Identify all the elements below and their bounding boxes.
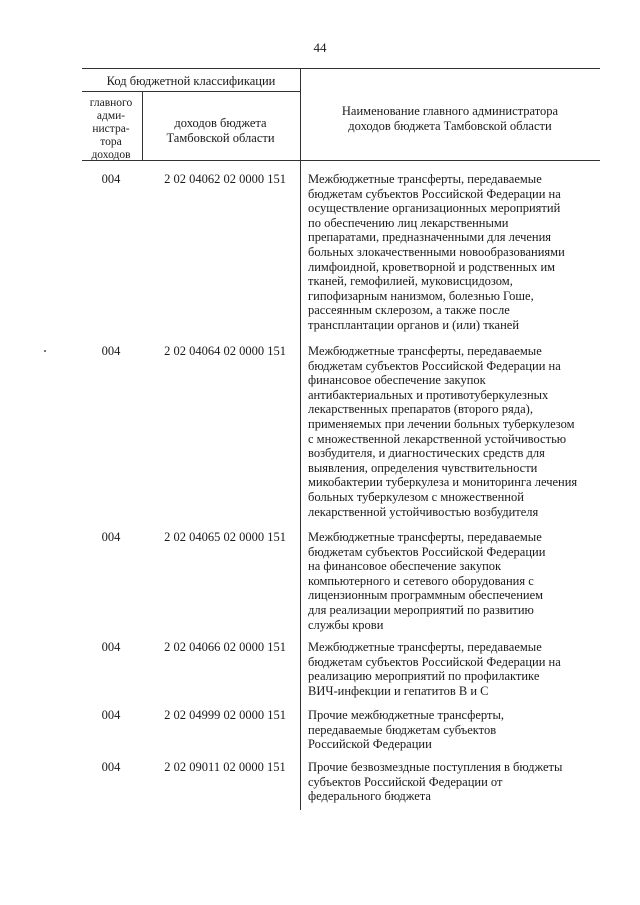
header-budget-classification-code: Код бюджетной классификации: [106, 74, 276, 88]
income-code-cell: 2 02 09011 02 0000 151: [164, 760, 286, 774]
name-line: по обеспечению лиц лекарственными: [308, 215, 509, 230]
income-code-cell: 2 02 04066 02 0000 151: [164, 640, 286, 654]
name-line: реализацию мероприятий по профилактике: [308, 669, 540, 684]
name-line: препаратами, предназначенными для лечения: [308, 230, 552, 245]
name-line: бюджетам субъектов Российской Федерации на: [308, 654, 561, 669]
admin-code-cell: 004: [101, 640, 121, 654]
name-line: Межбюджетные трансферты, передаваемые: [308, 344, 542, 358]
name-cell: [308, 344, 608, 519]
name-line: ВИЧ-инфекции и гепатитов В и С: [308, 683, 489, 698]
header-main-administrator: главного адми- нистра- тора доходов: [89, 97, 133, 161]
table-top-border: [82, 68, 600, 69]
name-line: больных злокачественными новообразованиями: [308, 244, 565, 259]
name-line: Прочие безвозмездные поступления в бюджеты: [308, 760, 563, 774]
name-line: Прочие межбюджетные трансферты,: [308, 708, 504, 722]
name-line: Межбюджетные трансферты, передаваемые: [308, 640, 542, 654]
name-line: осуществление организационных мероприятий: [308, 201, 561, 216]
name-line: трансплантации органов и (или) тканей: [308, 317, 520, 332]
name-line: компьютерного и сетевого оборудования с: [308, 573, 534, 588]
admin-code-cell: 004: [101, 172, 121, 186]
header-administrator-name: Наименование главного администратора доходов бюджета Тамбовской области: [341, 104, 559, 133]
name-line: бюджетам субъектов Российской Федерации на: [308, 358, 561, 373]
name-line: с множественной лекарственной устойчивостью: [308, 431, 567, 446]
name-line: выявления, определения чувствительности: [308, 460, 538, 475]
name-line: лицензионным программным обеспечением: [308, 588, 544, 603]
name-line: лимфоидной, кроветворной и родственных им: [308, 259, 556, 274]
name-line: применяемых при лечении больных туберкулезом: [308, 416, 575, 431]
name-line: бюджетам субъектов Российской Федерации на: [308, 186, 561, 201]
income-code-cell: 2 02 04065 02 0000 151: [164, 530, 286, 544]
name-line: микобактерии туберкулеза и мониторинга лечения: [308, 475, 578, 490]
name-cell: [308, 530, 608, 632]
name-line: гипофизарным нанизмом, болезнью Гоше,: [308, 288, 534, 303]
name-line: больных туберкулезом с множественной: [308, 489, 524, 504]
name-line: возбудителя, и диагностических средств для: [308, 446, 545, 461]
name-line: федерального бюджета: [308, 789, 431, 804]
name-line: для реализации мероприятий по развитию: [308, 602, 534, 617]
name-line: тканей, гемофилией, муковисцидозом,: [308, 274, 513, 289]
name-cell: [308, 708, 608, 752]
group-header-border: [82, 91, 300, 92]
name-line: финансовое обеспечение закупок: [308, 373, 486, 388]
name-line: антибактериальных и противотуберкулезных: [308, 387, 549, 402]
name-line: передаваемые бюджетам субъектов: [308, 722, 497, 737]
name-line: Межбюджетные трансферты, передаваемые: [308, 172, 542, 186]
income-code-cell: 2 02 04999 02 0000 151: [164, 708, 286, 722]
page-number: 44: [313, 40, 327, 55]
name-line: субъектов Российской Федерации от: [308, 774, 503, 789]
name-cell: [308, 640, 608, 698]
admin-code-cell: 004: [101, 344, 121, 358]
admin-code-cell: 004: [101, 708, 121, 722]
scan-speck: [44, 350, 46, 352]
name-cell: [308, 760, 608, 804]
name-line: бюджетам субъектов Российской Федерации: [308, 544, 546, 559]
name-line: на финансовое обеспечение закупок: [308, 559, 502, 574]
name-line: Российской Федерации: [308, 737, 432, 752]
name-line: службы крови: [308, 617, 384, 632]
admin-code-cell: 004: [101, 530, 121, 544]
income-code-cell: 2 02 04064 02 0000 151: [164, 344, 286, 358]
name-cell: [308, 172, 608, 333]
income-code-cell: 2 02 04062 02 0000 151: [164, 172, 286, 186]
name-line: лекарственной устойчивостью возбудителя: [308, 504, 539, 519]
header-regional-budget-income: доходов бюджета Тамбовской области: [166, 116, 275, 145]
name-line: Межбюджетные трансферты, передаваемые: [308, 530, 542, 544]
name-line: лекарственных препаратов (второго ряда),: [308, 402, 533, 417]
header-bottom-border: [82, 160, 600, 161]
admin-code-cell: 004: [101, 760, 121, 774]
name-line: рассеянным склерозом, а также после: [308, 303, 510, 318]
